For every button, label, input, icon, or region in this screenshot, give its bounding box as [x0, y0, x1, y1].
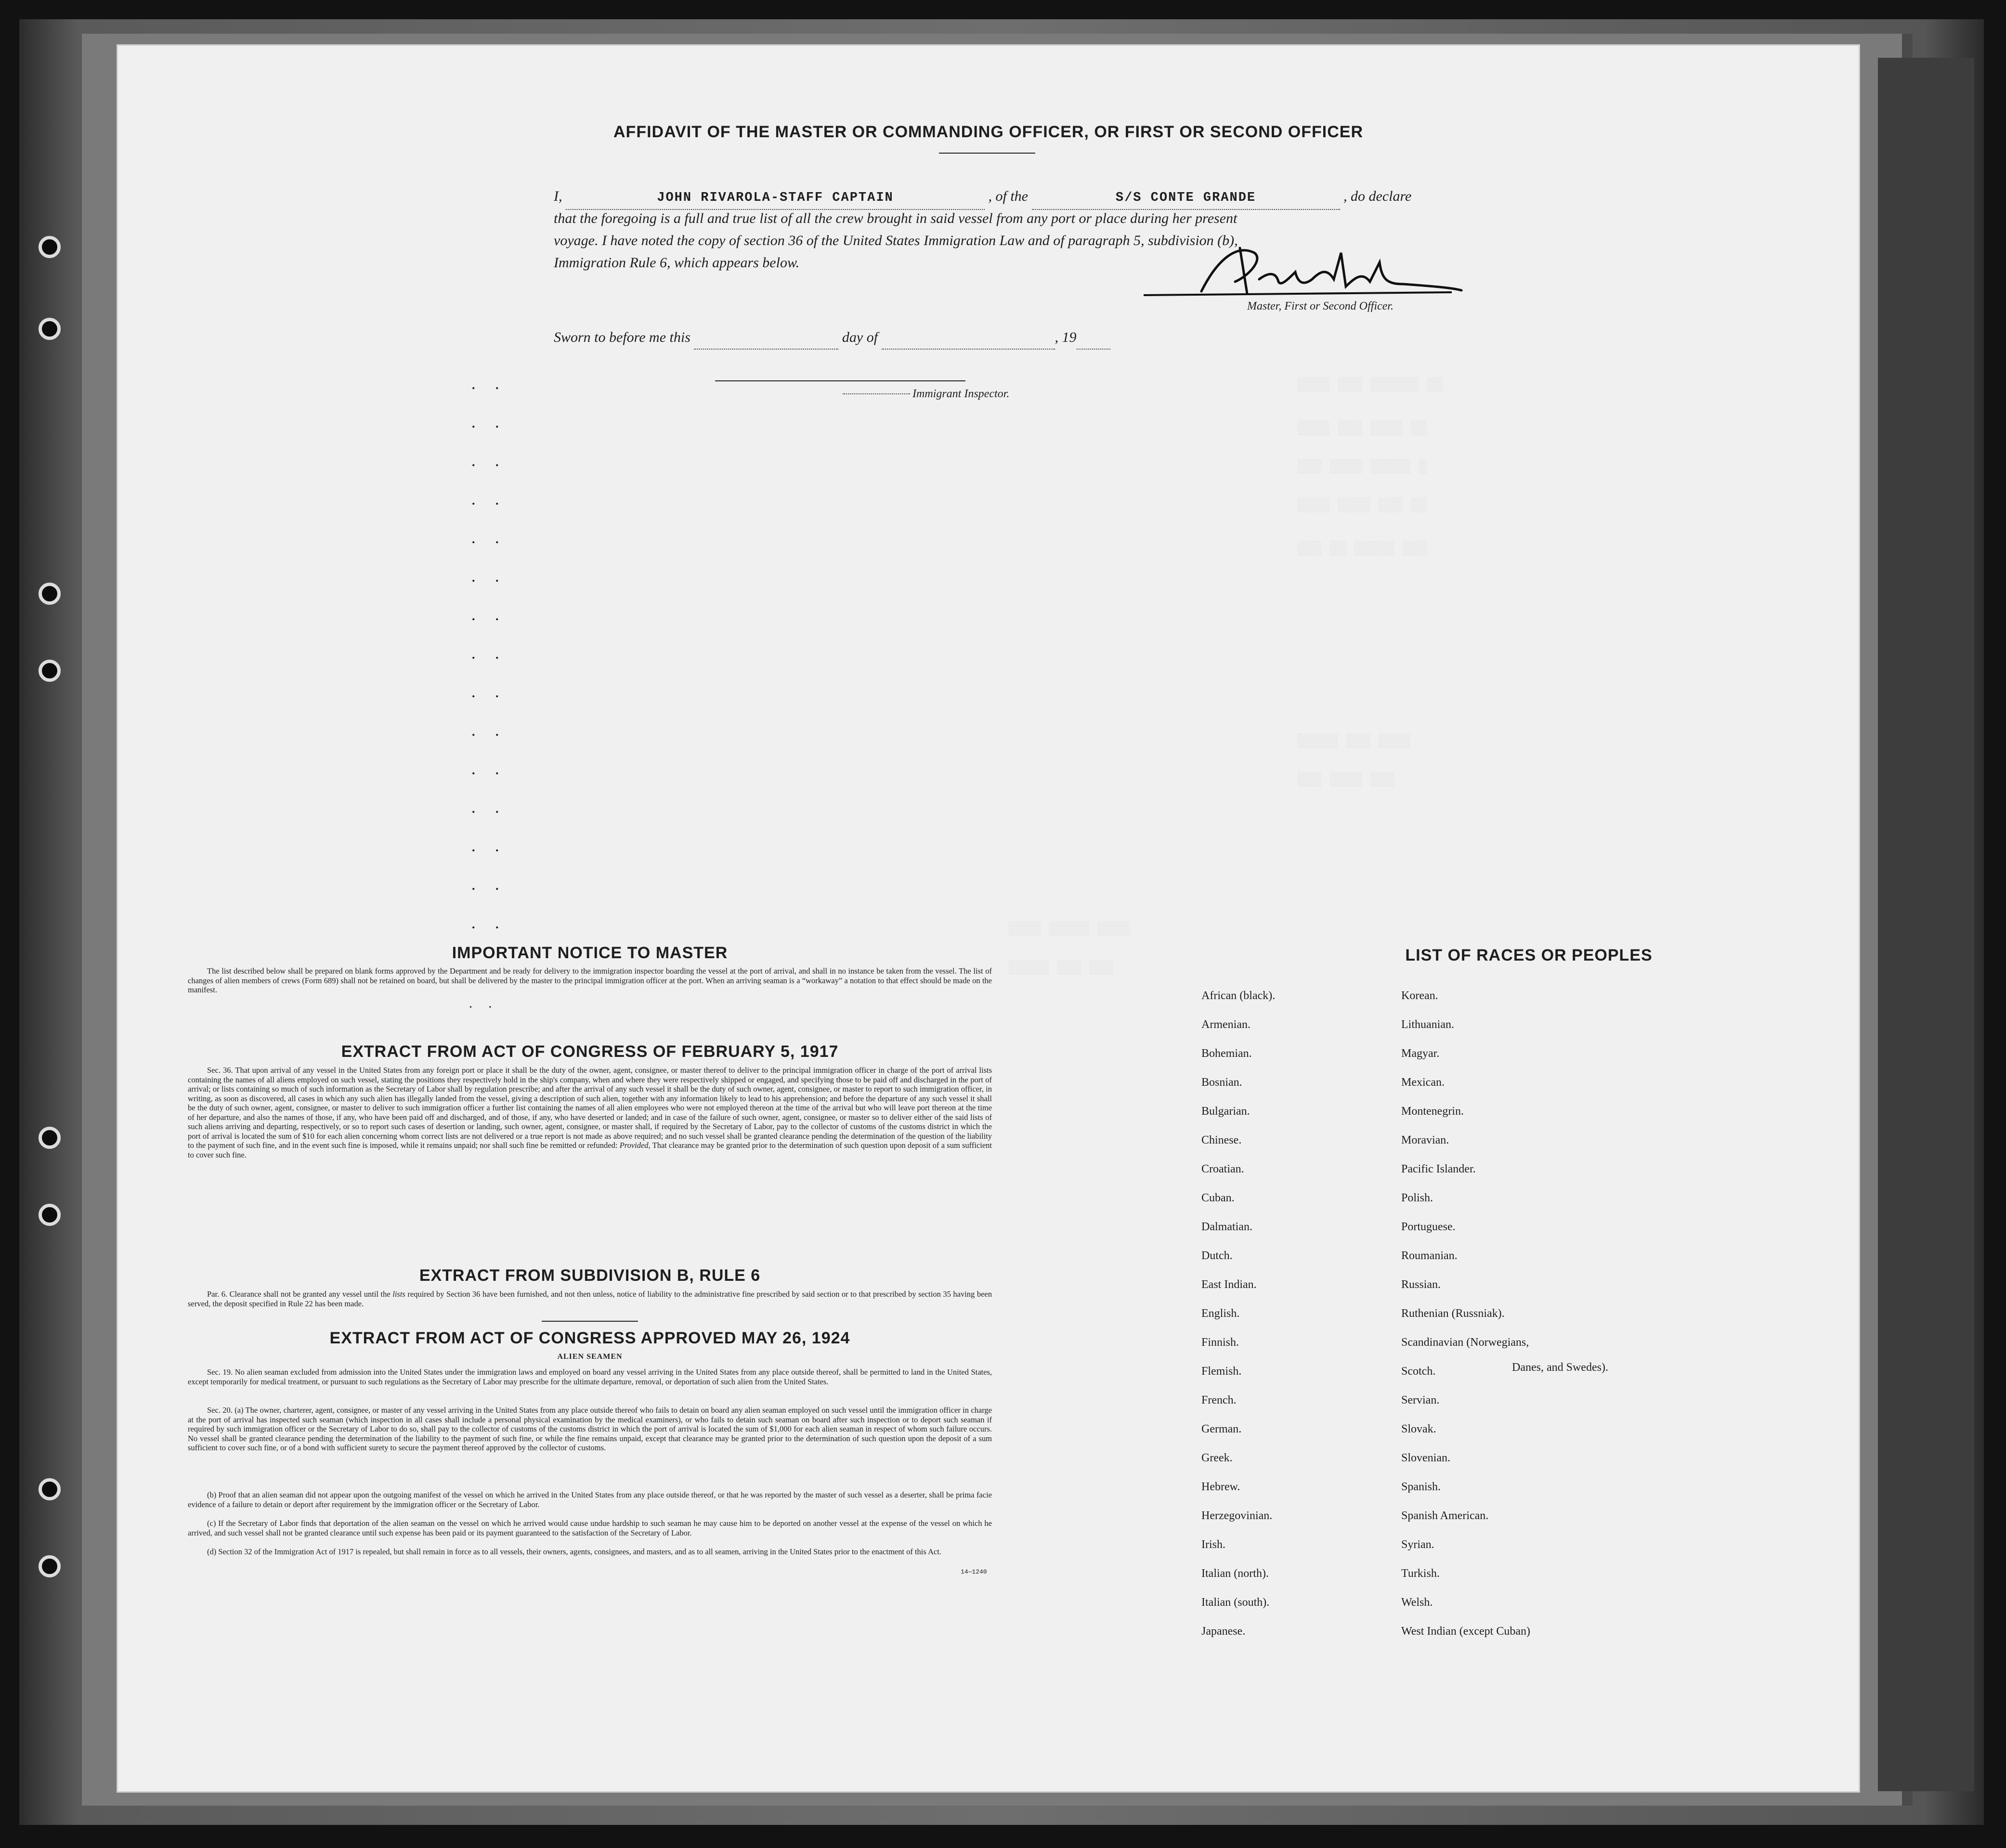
race-item: Herzegovinian.	[1201, 1510, 1273, 1522]
race-item: West Indian (except Cuban)	[1401, 1625, 1530, 1638]
sworn-text-a: Sworn to before me this	[554, 329, 690, 345]
binder-edge	[1878, 58, 1974, 1791]
race-item: Dalmatian.	[1201, 1221, 1252, 1233]
race-item: Servian.	[1401, 1394, 1440, 1406]
race-item: Finnish.	[1201, 1336, 1239, 1349]
sworn-text-b: day of	[842, 329, 878, 345]
column-dots: . .	[472, 840, 508, 854]
sec-20b-body: (b) Proof that an alien seaman did not appear upon the outgoing manifest of the vessel on which he arrived in the United States from any place outside thereof, or that he was reported by the master of such vessel as a deserter, shall be prima facie evidence of a failure to detain or deport after requirement by the immigration officer or the Secretary of Labor.	[188, 1490, 992, 1509]
race-item: Montenegrin.	[1401, 1105, 1464, 1118]
signature-caption: Master, First or Second Officer.	[1247, 300, 1394, 312]
section-divider	[542, 1321, 638, 1322]
sec-20a-body: Sec. 20. (a) The owner, charterer, agent, consignee, or master of any vessel arriving in the United States from any place outside thereof who fails to detain on board any alien seaman employed on such vessel until the immigration officer in charge at the port of arrival has inspected such seaman (which inspection in all cases shall include a personal physical examination by the medical examiners), or who fails to detain such seaman on board after such inspection or to deport such seaman if required by such immigration officer or the Secretary of Labor to do so, shall pay to the collector of customs of the customs district in which the port of arrival is located the sum of $1,000 for each alien seaman in respect of whom such failure occurs. No vessel shall be granted clearance pending the determination of the liability to the payment of such fine, or while the fine remains unpaid, except that clearance may be granted prior to the determination of such question upon the deposit of a sum sufficient to cover such fine, or of a bond with sufficient surety to secure the payment thereof approved by the collector of customs.	[188, 1406, 992, 1452]
race-item: Spanish.	[1401, 1481, 1441, 1493]
race-item: African (black).	[1201, 989, 1276, 1002]
column-dots: . .	[472, 917, 508, 931]
race-item: Korean.	[1401, 989, 1438, 1002]
race-item: Turkish.	[1401, 1567, 1440, 1580]
binder-hole-icon	[39, 1127, 61, 1149]
race-item: Flemish.	[1201, 1365, 1242, 1378]
race-item: Pacific Islander.	[1401, 1163, 1476, 1175]
race-item: Moravian.	[1401, 1134, 1449, 1146]
race-item-continuation: Danes, and Swedes).	[1512, 1361, 1608, 1374]
race-item: Ruthenian (Russniak).	[1401, 1307, 1505, 1320]
extract-1917-title: EXTRACT FROM ACT OF CONGRESS OF FEBRUARY 5, 1917	[341, 1042, 839, 1061]
race-item: Lithuanian.	[1401, 1018, 1454, 1031]
races-title: LIST OF RACES OR PEOPLES	[1405, 946, 1653, 964]
race-item: Russian.	[1401, 1278, 1441, 1291]
form-number: 14—1240	[961, 1568, 987, 1575]
declaration-mid: , of the	[988, 188, 1028, 204]
alien-seamen-subtitle: ALIEN SEAMEN	[557, 1353, 623, 1361]
race-item: Bohemian.	[1201, 1047, 1252, 1060]
declarant-name: JOHN RIVAROLA-STAFF CAPTAIN	[657, 191, 894, 205]
column-dots: . .	[472, 648, 508, 662]
column-dots: . .	[472, 725, 508, 739]
race-item: Roumanian.	[1401, 1249, 1458, 1262]
binder-hole-icon	[39, 660, 61, 682]
sworn-line	[554, 326, 1110, 350]
column-dots: . .	[472, 416, 508, 430]
binder-hole-icon	[39, 1478, 61, 1500]
race-item: Chinese.	[1201, 1134, 1242, 1146]
vessel-name: S/S CONTE GRANDE	[1115, 191, 1256, 205]
race-item: Armenian.	[1201, 1018, 1250, 1031]
column-dots: . .	[472, 455, 508, 469]
title-underline	[939, 153, 1035, 154]
race-item: Japanese.	[1201, 1625, 1246, 1638]
column-dots: . .	[472, 378, 508, 392]
column-dots: . .	[472, 532, 508, 546]
sworn-day-field	[694, 326, 838, 350]
binder-hole-icon	[39, 318, 61, 340]
race-item: Spanish American.	[1401, 1510, 1489, 1522]
race-item: Cuban.	[1201, 1192, 1235, 1204]
race-item: Portuguese.	[1401, 1221, 1456, 1233]
race-item: Croatian.	[1201, 1163, 1244, 1175]
column-dots: . .	[472, 763, 508, 777]
affidavit-line-3: voyage. I have noted the copy of section 36 of the United States Immigration Law and of paragraph 5, subdivision (b),	[554, 233, 1238, 248]
binder-hole-icon	[39, 1204, 61, 1226]
inspector-caption: Immigrant Inspector.	[912, 388, 1010, 400]
race-item: Bulgarian.	[1201, 1105, 1250, 1118]
sworn-text-c: , 19	[1055, 329, 1077, 345]
race-item: East Indian.	[1201, 1278, 1257, 1291]
affidavit-title: AFFIDAVIT OF THE MASTER OR COMMANDING OFFICER, OR FIRST OR SECOND OFFICER	[613, 123, 1363, 141]
sworn-year-field	[1077, 326, 1110, 350]
affidavit-line-1	[554, 185, 1613, 210]
column-dots: . .	[472, 686, 508, 700]
sec-19-body: Sec. 19. No alien seaman excluded from admission into the United States under the immigration laws and employed on board any vessel arriving in the United States from any place outside thereof, shall be permitted to land in the United States, except temporarily for medical treatment, or pursuant to such regulations as the Secretary of Labor may prescribe for the ultimate departure, removal, or deportation of such alien from the United States.	[188, 1367, 992, 1386]
race-item: Greek.	[1201, 1452, 1233, 1464]
race-item: Slovak.	[1401, 1423, 1436, 1435]
race-item: Scandinavian (Norwegians,	[1401, 1336, 1529, 1349]
notice-body: The list described below shall be prepared on blank forms approved by the Department and be ready for delivery to the immigration inspector boarding the vessel at the port of arrival, and shall in no instance be taken from the vessel. The list of changes of alien members of crews (Form 689) shall not be retained on board, but shall be delivered by the master to the principal immigration officer at the port. When an arriving seaman is a “workaway” a notation to that effect should be made on the manifest.	[188, 966, 992, 994]
affidavit-line-2: that the foregoing is a full and true list of all the crew brought in said vessel from any port or place during her present	[554, 210, 1237, 226]
extract-1917-body: Sec. 36. That upon arrival of any vessel in the United States from any foreign port or place it shall be the duty of the owner, agent, consignee, or master thereof to deliver to the principal immigration officer in charge of the port of arrival lists containing the names of all aliens employed on such vessel, stating the positions they respectively hold in the ship's company, when and where they were respectively shipped or engaged, and specifying those to be paid off and discharged in the port of arrival; or lists containing so much of such information as the Secretary of Labor shall by regulation prescribe; and after the arrival of any such vessel it shall be the duty of such owner, agent, consignee, or master to report to such immigration officer, in writing, as soon as discovered, all cases in which any such alien has illegally landed from the vessel, giving a description of such alien, together with any information likely to lead to his apprehension; and before the departure of any such vessel it shall be the duty of such owner, agent, consignee, or master to deliver to such immigration officer a further list containing the names of all alien employees who were not employed thereon at the time of the arrival but who will leave port thereon at the time of her departure, and also the names of those, if any, who have been paid off and discharged, and of those, if any, who have deserted or landed; and in case of the failure of such owner, agent, consignee, or master so to deliver either of the said lists of such aliens arriving and departing, respectively, or so to report such cases of desertion or landing, such owner, agent, consignee, or master shall, if required by the Secretary of Labor, pay to the collector of customs of the customs district in which the port of arrival is located the sum of $10 for each alien concerning whom correct lists are not delivered or a true report is not made as above required; and no such vessel shall be granted clearance pending the determination of the question of the liability to the payment of such fine, and in the event such fine is imposed, while it remains unpaid; nor shall such fine be remitted or refunded: Provided, That clearance may be granted prior to the determination of such question upon deposit of a sum sufficient to cover such fine.	[188, 1066, 992, 1159]
race-item: Bosnian.	[1201, 1076, 1242, 1089]
inspector-dotted-field	[843, 393, 910, 394]
separator-dots: • •	[469, 1004, 499, 1011]
sec-20c-body: (c) If the Secretary of Labor finds that deportation of the alien seaman on the vessel on which he arrived would cause undue hardship to such seaman he may cause him to be deported on another vessel at the expense of the vessel on which he arrived, and such vessel shall not be granted clearance until such expense has been paid or its payment guaranteed to the satisfaction of the Secretary of Labor.	[188, 1519, 992, 1537]
document-page	[118, 46, 1859, 1791]
race-item: Dutch.	[1201, 1249, 1233, 1262]
column-dots: . .	[472, 879, 508, 893]
inspector-signature-line	[715, 380, 965, 381]
handwritten-signature	[1144, 234, 1471, 306]
race-item: Slovenian.	[1401, 1452, 1450, 1464]
race-item: Polish.	[1401, 1192, 1433, 1204]
column-dots: . .	[472, 571, 508, 585]
extract-rule6-title: EXTRACT FROM SUBDIVISION B, RULE 6	[419, 1266, 761, 1285]
extract-rule6-body: Par. 6. Clearance shall not be granted any vessel until the lists required by Section 36 have been furnished, and not then unless, notice of liability to the administrative fine prescribed by said section or to that prescribed by section 35 having been served, the deposit specified in Rule 22 has been made.	[188, 1289, 992, 1308]
declaration-suffix: , do declare	[1343, 188, 1412, 204]
race-item: Welsh.	[1401, 1596, 1433, 1609]
race-item: French.	[1201, 1394, 1237, 1406]
binder-hole-icon	[39, 236, 61, 258]
race-item: Hebrew.	[1201, 1481, 1240, 1493]
declaration-prefix: I,	[554, 188, 562, 204]
affidavit-line-4: Immigration Rule 6, which appears below.	[554, 255, 800, 271]
race-item: Magyar.	[1401, 1047, 1440, 1060]
binder-hole-icon	[39, 583, 61, 605]
bleed-through-texture: ░░░░ ░░░ ░░░░░░ ░░ ░░░░ ░░░ ░░░░ ░░ ░░░ ░░░░ ░░░░░ ░ ░░░░ ░░░░ ░░░ ░░ ░░░ ░░ ░░░░░ ░░░ ░░░░░ ░░░ ░░░░ ░░░ ░░░░ ░░░ ░░░░ ░░░░░ ░░░░ ░░░░░ ░░░ ░░░	[1009, 378, 1444, 976]
race-item: Mexican.	[1401, 1076, 1445, 1089]
sec-20d-body: (d) Section 32 of the Immigration Act of 1917 is repealed, but shall remain in force as to all vessels, their owners, agents, consignees, and masters, and as to all seamen, arriving in the United States prior to the enactment of this Act.	[207, 1547, 941, 1556]
race-item: Syrian.	[1401, 1538, 1434, 1551]
race-item: English.	[1201, 1307, 1240, 1320]
race-item: Italian (south).	[1201, 1596, 1270, 1609]
race-item: Scotch.	[1401, 1365, 1436, 1378]
column-dots: . .	[472, 609, 508, 623]
notice-title: IMPORTANT NOTICE TO MASTER	[452, 944, 728, 962]
column-dots: . .	[472, 494, 508, 508]
race-item: Italian (north).	[1201, 1567, 1269, 1580]
column-dots: . .	[472, 802, 508, 816]
race-item: German.	[1201, 1423, 1242, 1435]
sworn-month-field	[882, 326, 1055, 350]
binder-hole-icon	[39, 1555, 61, 1577]
race-item: Irish.	[1201, 1538, 1225, 1551]
extract-1924-title: EXTRACT FROM ACT OF CONGRESS APPROVED MAY 26, 1924	[329, 1329, 850, 1347]
